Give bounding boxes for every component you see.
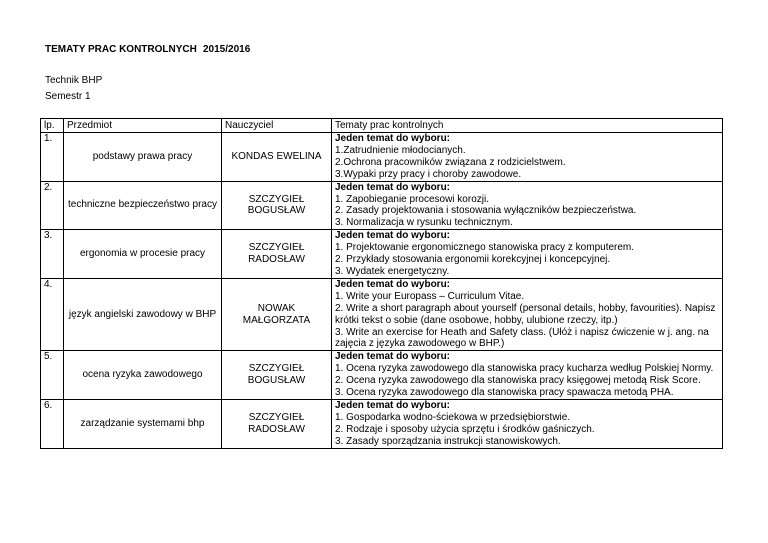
semester-label: Semestr 1 xyxy=(45,91,91,102)
row-number: 2. xyxy=(41,181,64,230)
topics-cell xyxy=(332,278,723,350)
topic-item: 1. Projektowanie ergonomicznego stanowiska pracy z komputerem. xyxy=(335,242,635,254)
topic-item: 1. Write your Europass – Curriculum Vitae. xyxy=(335,290,525,302)
subject-cell: techniczne bezpieczeństwo pracy xyxy=(64,181,222,230)
subject-cell: zarządzanie systemami bhp xyxy=(64,399,222,448)
topic-item: 3. Write an exercise for Heath and Safety class. (Ułóż i napisz ćwiczenie w j. ang. na zajęcia z języka zawodowego w BHP.) xyxy=(335,326,709,350)
topic-item: 3. Normalizacja w rysunku technicznym. xyxy=(335,217,513,229)
topic-item: 3. Zasady sporządzania instrukcji stanowiskowych. xyxy=(335,435,561,447)
row-number: 1. xyxy=(41,133,64,182)
topic-item: 3.Wypaki przy pracy i choroby zawodowe. xyxy=(335,168,522,180)
table-row xyxy=(41,230,723,279)
topic-item: 2.Ochrona pracowników związana z rodzicielstwem. xyxy=(335,156,566,168)
row-number: 5. xyxy=(41,351,64,400)
table-header-row xyxy=(41,119,723,133)
topic-item: 3. Wydatek energetyczny. xyxy=(335,265,450,277)
col-header-topics: Tematy prac kontrolnych xyxy=(332,119,723,133)
topics-lead: Jeden temat do wyboru: xyxy=(335,181,451,193)
teacher-cell: KONDAS EWELINA xyxy=(222,133,332,182)
col-header-subject: Przedmiot xyxy=(64,119,222,133)
row-number: 6. xyxy=(41,399,64,448)
teacher-cell: SZCZYGIEŁ BOGUSŁAW xyxy=(222,181,332,230)
teacher-cell: NOWAK MAŁGORZATA xyxy=(222,278,332,350)
table-row xyxy=(41,278,723,350)
topics-table xyxy=(40,118,723,449)
topics-lead: Jeden temat do wyboru: xyxy=(335,278,451,290)
topic-item: 2. Write a short paragraph about yourself (personal details, hobby, favourities). Napisz krótki tekst o sobie (dane osobowe, hobby, ulubione rzeczy, itp.) xyxy=(335,302,716,326)
topic-item: 2. Zasady projektowania i stosowania wyłączników bezpieczeństwa. xyxy=(335,205,637,217)
topic-item: 3. Ocena ryzyka zawodowego dla stanowiska pracy spawacza metodą PHA. xyxy=(335,387,674,399)
subject-cell: język angielski zawodowy w BHP xyxy=(64,278,222,350)
topics-cell xyxy=(332,230,723,279)
col-header-teacher: Nauczyciel xyxy=(222,119,332,133)
topic-item: 2. Ocena ryzyka zawodowego dla stanowiska pracy księgowej metodą Risk Score. xyxy=(335,375,701,387)
topics-cell xyxy=(332,133,723,182)
topics-lead: Jeden temat do wyboru: xyxy=(335,351,451,363)
topic-item: 1. Gospodarka wodno-ściekowa w przedsiębiorstwie. xyxy=(335,411,571,423)
topics-lead: Jeden temat do wyboru: xyxy=(335,230,451,242)
topic-item: 1.Zatrudnienie młodocianych. xyxy=(335,144,466,156)
table-row xyxy=(41,399,723,448)
topics-cell xyxy=(332,181,723,230)
program-name: Technik BHP xyxy=(45,75,103,86)
teacher-cell: SZCZYGIEŁ RADOSŁAW xyxy=(222,399,332,448)
teacher-cell: SZCZYGIEŁ BOGUSŁAW xyxy=(222,351,332,400)
topics-cell xyxy=(332,399,723,448)
topics-lead: Jeden temat do wyboru: xyxy=(335,133,451,144)
subject-cell: ergonomia w procesie pracy xyxy=(64,230,222,279)
topic-item: 2. Przykłady stosowania ergonomii korekcyjnej i koncepcyjnej. xyxy=(335,254,611,266)
table-row xyxy=(41,133,723,182)
row-number: 3. xyxy=(41,230,64,279)
row-number: 4. xyxy=(41,278,64,350)
table-row xyxy=(41,181,723,230)
teacher-cell: SZCZYGIEŁ RADOSŁAW xyxy=(222,230,332,279)
school-year: 2015/2016 xyxy=(203,44,251,55)
subject-cell: ocena ryzyka zawodowego xyxy=(64,351,222,400)
table-row xyxy=(41,351,723,400)
topic-item: 2. Rodzaje i sposoby użycia sprzętu i środków gaśniczych. xyxy=(335,423,595,435)
topics-cell xyxy=(332,351,723,400)
document-title: TEMATY PRAC KONTROLNYCH xyxy=(45,44,197,55)
topic-item: 1. Ocena ryzyka zawodowego dla stanowiska pracy kucharza według Polskiej Normy. xyxy=(335,363,714,375)
topic-item: 1. Zapobieganie procesowi korozji. xyxy=(335,193,489,205)
topics-lead: Jeden temat do wyboru: xyxy=(335,399,451,411)
col-header-lp: lp. xyxy=(41,119,64,133)
subject-cell: podstawy prawa pracy xyxy=(64,133,222,182)
